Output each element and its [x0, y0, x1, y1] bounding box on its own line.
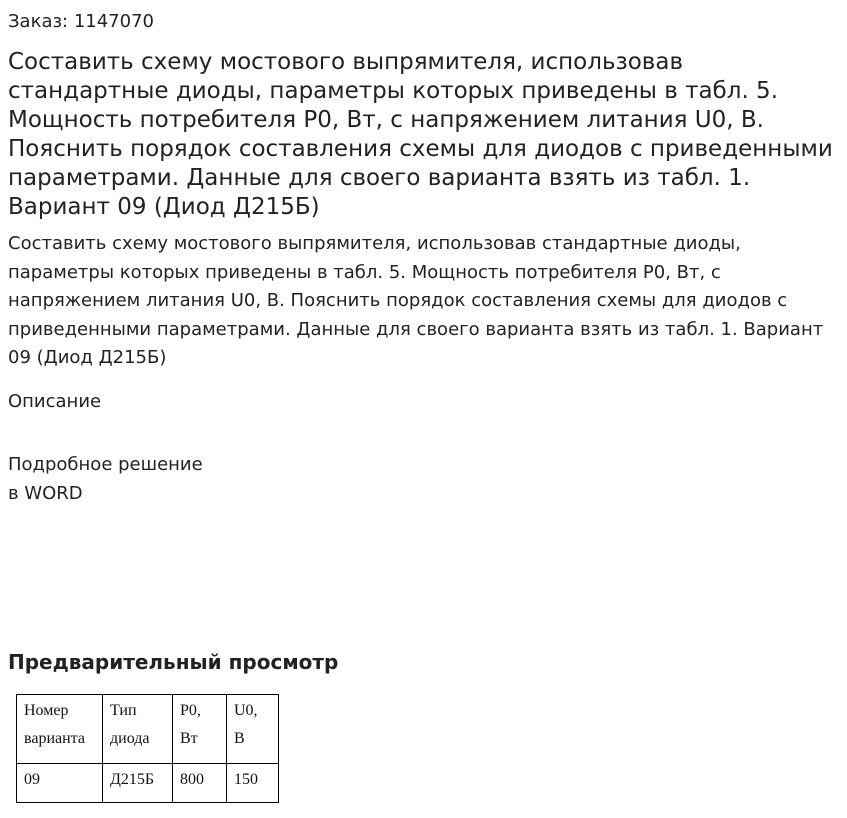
solution-note — [8, 450, 203, 508]
table-row — [17, 764, 279, 803]
cell-variant: 09 — [17, 764, 103, 803]
description-label: Описание — [8, 391, 102, 412]
cell-power: 800 — [173, 764, 227, 803]
order-number: Заказ: 1147070 — [8, 11, 154, 32]
header-variant: Номер варианта — [17, 695, 103, 764]
header-power: P0, Вт — [173, 695, 227, 764]
solution-line-1: Подробное решение — [8, 454, 203, 475]
preview-heading: Предварительный просмотр — [8, 650, 339, 674]
header-voltage: U0, В — [227, 695, 279, 764]
cell-diode-type: Д215Б — [103, 764, 173, 803]
page-title: Составить схему мостового выпрямителя, использовав стандартные диоды, параметры которых приведены в табл. 5. Мощность потребителя P0, Вт, с напряжением литания U0, В. Пояснить порядок составления схемы для диодов с приведенными параметрами. Данные для своего варианта взять из табл. 1. Вариант 09 (Диод Д215Б) — [8, 49, 833, 220]
header-diode-type: Тип диода — [103, 695, 173, 764]
cell-voltage: 150 — [227, 764, 279, 803]
task-description: Составить схему мостового выпрямителя, использовав стандартные диоды, параметры которых приведены в табл. 5. Мощность потребителя P0, Вт, с напряжением литания U0, В. Пояснить порядок составления схемы для диодов с приведенными параметрами. Данные для своего варианта взять из табл. 1. Вариант 09 (Диод Д215Б) — [8, 233, 824, 368]
parameters-table — [16, 694, 279, 803]
solution-line-2: в WORD — [8, 483, 83, 504]
table-header-row — [17, 695, 279, 764]
